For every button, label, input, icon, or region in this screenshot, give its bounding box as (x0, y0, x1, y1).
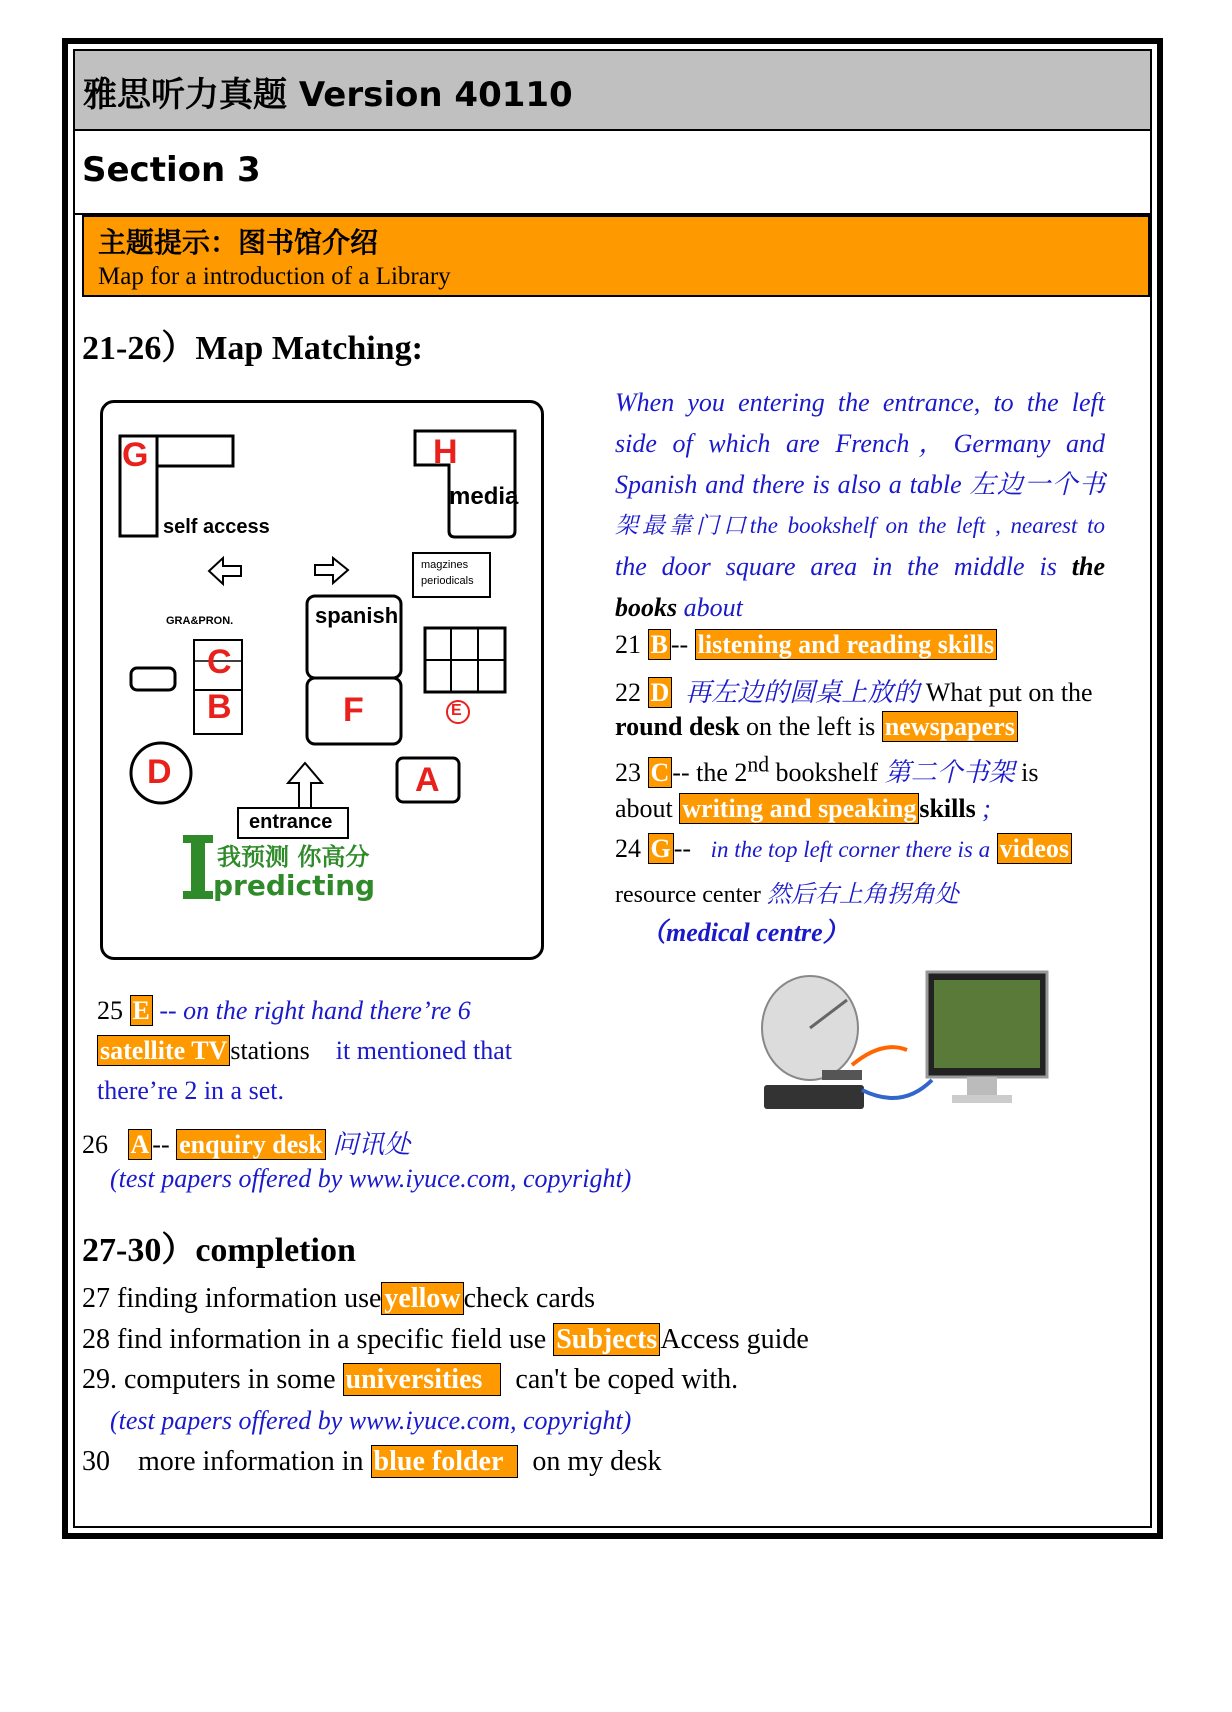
question-25: 25 E -- on the right hand there’re 6 (97, 996, 471, 1025)
section-title: Section 3 (82, 150, 261, 190)
label-a: A (415, 761, 440, 799)
answer-25: satellite TV (97, 1035, 230, 1066)
part2-heading: 27-30）completion (82, 1232, 356, 1269)
answer-24: videos (997, 833, 1072, 864)
question-24-cont: resource center 然后右上角拐角处 (615, 882, 959, 908)
intro-line-2: side of which are French，Germany and (615, 429, 1105, 458)
question-22: 22 D 再左边的圆桌上放的 What put on the (615, 678, 1093, 707)
logo-zh: 我预测 你高分 (217, 842, 370, 871)
intro-line-5: the door square area in the middle is the (615, 552, 1106, 581)
label-periodicals: periodicals (421, 575, 474, 587)
answer-26-letter: A (128, 1129, 153, 1160)
question-25-cont: satellite TV stations it mentioned that (97, 1036, 512, 1066)
answer-21: listening and reading skills (695, 629, 997, 660)
intro-line-4: 架最靠门口the bookshelf on the left , nearest to (615, 513, 1105, 538)
page-title: 雅思听力真题 Version 40110 (83, 75, 573, 115)
label-entrance: entrance (249, 811, 333, 833)
label-h: H (433, 433, 458, 471)
question-26: 26 A -- enquiry desk 问讯处 (82, 1130, 411, 1159)
answer-25-letter: E (130, 995, 153, 1026)
question-21: 21 B -- listening and reading skills (615, 630, 997, 660)
arrow-left-icon (209, 558, 241, 584)
intro-line-3: Spanish and there is also a table 左边一个书 (615, 470, 1105, 499)
answer-30: blue folder (371, 1445, 519, 1478)
intro-paragraph (615, 382, 1105, 628)
intro-line-1: When you entering the entrance, to the left (615, 388, 1105, 417)
question-24: 24 G -- in the top left corner there is a videos (615, 834, 1072, 864)
label-spanish: spanish (315, 603, 399, 628)
answer-22-letter: D (648, 677, 673, 708)
answer-22: newspapers (882, 711, 1018, 742)
copyright-note-2: (test papers offered by www.iyuce.com, copyright) (110, 1406, 632, 1435)
label-g: G (122, 436, 149, 474)
answer-21-letter: B (648, 629, 671, 660)
label-d: D (147, 753, 172, 791)
question-28: 28 find information in a specific field use Subjects Access guide (82, 1324, 809, 1355)
satellite-tv-illustration (752, 970, 1057, 1120)
answer-23-letter: C (648, 757, 673, 788)
answer-26: enquiry desk (176, 1129, 326, 1160)
answer-24-letter: G (648, 833, 674, 864)
receiver-icon (764, 1085, 864, 1109)
label-self-access: self access (163, 516, 270, 538)
label-media: media (449, 483, 519, 510)
intro-line-6: books about (615, 593, 743, 622)
question-22-cont: round desk on the left is newspapers (615, 712, 1018, 742)
library-map (100, 400, 544, 960)
answer-29: universities (343, 1363, 502, 1396)
question-23: 23 C -- the 2nd bookshelf 第二个书架 is (615, 752, 1039, 787)
label-e: E (451, 702, 462, 719)
answer-27: yellow (381, 1282, 463, 1315)
label-c: C (207, 643, 232, 681)
question-27: 27 finding information use yellow check cards (82, 1283, 595, 1314)
question-23-cont: about writing and speaking skills ; (615, 794, 991, 823)
arrow-right-icon (315, 558, 348, 583)
topic-box (82, 215, 1150, 297)
topic-en: Map for a introduction of a Library (98, 263, 451, 290)
question-29: 29. computers in some universities can't be coped with. (82, 1364, 739, 1395)
small-table (131, 668, 175, 690)
question-30: 30 more information in blue folder on my desk (82, 1446, 662, 1477)
part1-heading: 21-26）Map Matching: (82, 330, 423, 367)
question-25-cont2: there’re 2 in a set. (97, 1076, 284, 1105)
logo-mark (191, 835, 205, 899)
label-magazines: magzines (421, 559, 469, 571)
question-24-note: （medical centre） (640, 918, 849, 947)
label-b: B (207, 688, 232, 726)
answer-28: Subjects (553, 1323, 660, 1356)
label-gra-pron: GRA&PRON. (166, 615, 234, 627)
copyright-note-1: (test papers offered by www.iyuce.com, copyright) (110, 1164, 632, 1193)
answer-23: writing and speaking (679, 793, 919, 824)
topic-zh: 主题提示：图书馆介绍 (98, 226, 379, 259)
title-bar (75, 51, 1150, 131)
logo-en: predicting (213, 869, 376, 902)
label-f: F (343, 691, 364, 729)
